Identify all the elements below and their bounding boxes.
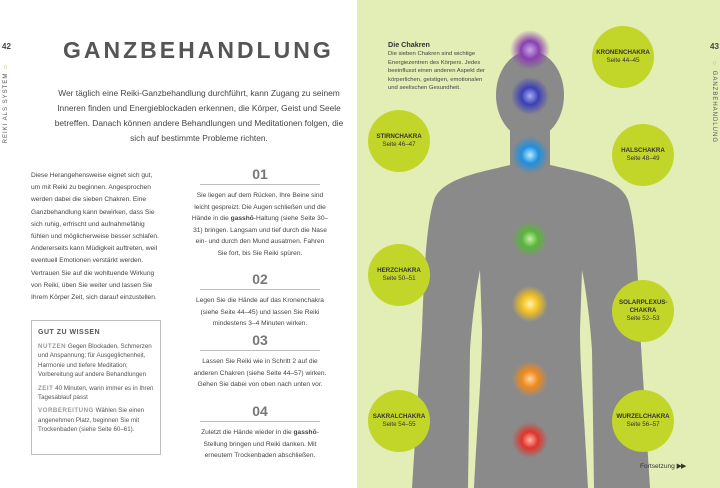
tip-label: NUTZEN bbox=[38, 343, 67, 350]
chakra-name: HERZCHAKRA bbox=[377, 267, 421, 274]
chakra-name: KRONENCHAKRA bbox=[596, 49, 650, 56]
chakra-crown-glow bbox=[510, 30, 550, 70]
step-text bbox=[190, 356, 330, 391]
body-text: Diese Herangehensweise eignet sich gut, um mit Reiki zu beginnen. Angesprochen werden dabei die sieben Chakren. Eine Ganzbehandlung kann bewirken, dass Sie sich ruhig, erfrischt und aufnahmefähig fühlen und möglicherweise besser schlafen. Andererseits kann Müdigkeit auftreten, weil eventuell Emotionen verstärkt werden. Vertrauen Sie auf die wohltuende Wirkung von Reiki, üben Sie weiter und lassen Sie Ihrem Körper Zeit, sich darauf einzustellen. bbox=[31, 172, 159, 302]
step-number: 01 bbox=[252, 166, 268, 182]
double-arrow-right-icon: ▶▶ bbox=[676, 463, 686, 470]
chakra-pages: Seite 52–53 bbox=[626, 315, 660, 322]
step-text-part: Legen Sie die Hände auf das Kronenchakra (siehe Seite 44–45) und lassen Sie Reiki mindestens 3–4 Minuten wirken. bbox=[196, 297, 324, 328]
chakra-name: STIRNCHAKRA bbox=[376, 133, 422, 140]
tips-title: GUT ZU WISSEN bbox=[38, 329, 101, 336]
tip-text: 40 Minuten, wann immer es in Ihren Tagesablauf passt bbox=[38, 384, 154, 402]
section-label-left-text: REIKI ALS SYSTEM bbox=[3, 72, 9, 144]
chakra-label-stirn bbox=[368, 110, 430, 172]
tip-item bbox=[38, 342, 154, 380]
chakra-label-wurzel bbox=[612, 390, 674, 452]
dot-icon: ○ bbox=[2, 62, 9, 70]
chakra-brow-glow bbox=[511, 77, 549, 115]
chakra-pages: Seite 54–55 bbox=[382, 421, 416, 428]
chakra-heart-glow bbox=[512, 221, 548, 257]
section-label-right-text: GANZBEHANDLUNG bbox=[711, 70, 717, 144]
step-text-part: Zuletzt die Hände wieder in die bbox=[201, 429, 294, 436]
step-divider bbox=[200, 184, 320, 185]
chakra-name: SOLARPLEXUS-CHAKRA bbox=[619, 299, 668, 314]
chakra-label-kronen bbox=[592, 26, 654, 88]
page-title: GANZBEHANDLUNG bbox=[63, 37, 334, 63]
chakra-label-hals bbox=[612, 124, 674, 186]
step-text-bold: gasshō bbox=[293, 429, 317, 436]
chakra-label-sakral bbox=[368, 390, 430, 452]
step-text-part: Lassen Sie Reiki wie in Schritt 2 auf die anderen Chakren (siehe Seite 44–57) wirken. Gehen Sie dabei von oben nach unten vor. bbox=[193, 358, 327, 389]
chakra-throat-glow bbox=[511, 136, 549, 174]
step-divider bbox=[200, 289, 320, 290]
step-1 bbox=[190, 166, 330, 260]
chakra-label-herz bbox=[368, 244, 430, 306]
tip-item bbox=[38, 406, 154, 434]
step-divider bbox=[200, 350, 320, 351]
step-2 bbox=[190, 271, 330, 330]
step-divider bbox=[200, 421, 320, 422]
tip-label: VORBEREITUNG bbox=[38, 407, 94, 415]
step-text-part: -Haltung (siehe Seite 30–31) bringen. Langsam und tief durch die Nase ein- und durch den Mund ausatmen. Fahren Sie fort, bis Sie Reiki spüren. bbox=[193, 215, 329, 257]
chakra-pages: Seite 56–57 bbox=[626, 421, 660, 428]
tips-box bbox=[31, 320, 161, 455]
continue-label: Fortsetzung bbox=[640, 463, 675, 470]
step-text bbox=[190, 190, 330, 260]
step-text-part: -Stellung bringen und Reiki danken. Mit erneutem Trockenbaden abschließen. bbox=[203, 429, 319, 460]
tip-label: ZEIT bbox=[38, 384, 54, 392]
tip-text: Gegen Blockaden, Schmerzen und Anspannung; für Ausgeglichenheit, Harmonie und tiefere Meditation; Vorbereitung auf andere Behandlungen bbox=[38, 343, 152, 379]
chakra-root-glow bbox=[512, 422, 548, 458]
tip-text: Wählen Sie einen angenehmen Platz, beginnen Sie mit Trockenbaden (siehe Seite 60–61). bbox=[38, 407, 145, 434]
step-number: 04 bbox=[252, 403, 268, 419]
page-number-right: 43 bbox=[710, 42, 719, 51]
chakra-sacral-glow bbox=[512, 361, 548, 397]
chakra-pages: Seite 46–47 bbox=[382, 141, 416, 148]
step-text-bold: gasshō bbox=[230, 215, 254, 223]
chakra-pages: Seite 48–49 bbox=[626, 155, 660, 162]
step-text bbox=[190, 295, 330, 330]
chakra-info-text: Die sieben Chakren sind wichtige Energiezentren des Körpers. Jedes beeinflusst einen anderen Aspekt der körperlichen, geistigen, emotionalen und seelischen Gesundheit. bbox=[388, 51, 485, 91]
step-number: 02 bbox=[252, 271, 268, 287]
tip-item bbox=[38, 384, 154, 403]
chakra-label-solar bbox=[612, 280, 674, 342]
chakra-info-title: Die Chakren bbox=[388, 40, 430, 49]
step-number: 03 bbox=[252, 332, 268, 348]
intro-text: Wer täglich eine Reiki-Ganzbehandlung durchführt, kann Zugang zu seinem Inneren finden und Energieblockaden erkennen, die Körper, Geist und Seele betreffen. Danach können andere Behandlungen und Meditationen folgen, die sich auf bestimmte Probleme richten. bbox=[54, 88, 344, 143]
chakra-name: WURZELCHAKRA bbox=[616, 413, 670, 420]
section-label-left bbox=[2, 62, 10, 143]
step-4 bbox=[190, 403, 330, 462]
page-number-left: 42 bbox=[2, 42, 11, 51]
chakra-pages: Seite 44–45 bbox=[606, 57, 640, 64]
step-text-part: Sie liegen auf dem Rücken, Ihre Beine sind leicht gespreizt. Die Augen schließen und die Hände in die bbox=[191, 192, 326, 223]
chakra-pages: Seite 50–51 bbox=[382, 275, 416, 282]
step-3 bbox=[190, 332, 330, 391]
chakra-name: SAKRALCHAKRA bbox=[372, 413, 426, 420]
dot-icon: ○ bbox=[711, 60, 718, 68]
step-text bbox=[190, 427, 330, 462]
section-label-right bbox=[710, 60, 718, 143]
chakra-name: HALSCHAKRA bbox=[621, 147, 665, 154]
chakra-solar-glow bbox=[512, 286, 548, 322]
chakra-info bbox=[388, 40, 486, 93]
continue-link[interactable] bbox=[640, 462, 685, 470]
